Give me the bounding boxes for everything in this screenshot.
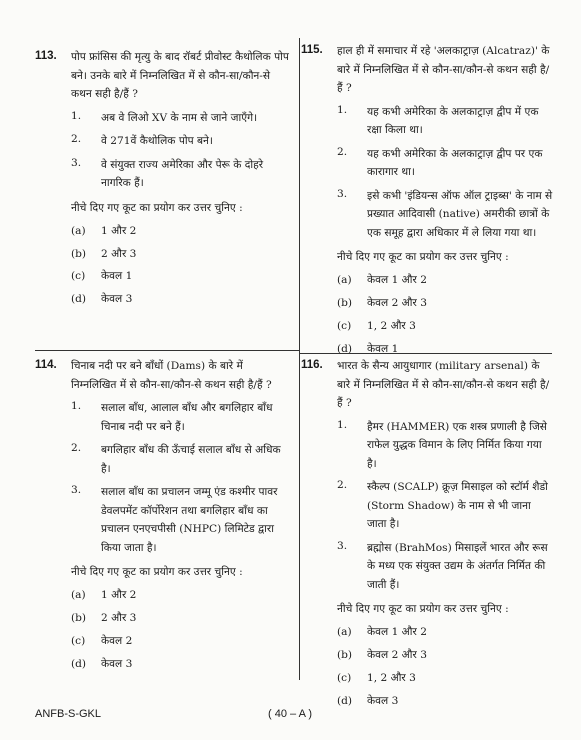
option-text: केवल 1 और 2 xyxy=(367,274,427,287)
question-header xyxy=(35,48,291,104)
statement-number: 1. xyxy=(71,400,82,413)
answer-instruction: नीचे दिए गए कूट का प्रयोग कर उत्तर चुनिए : xyxy=(71,566,243,579)
statement-text: सलाल बाँध, आलाल बाँध और बगलिहार बाँध चिनाब नदी पर बने हैं। xyxy=(101,402,273,433)
statement-text: ब्रह्मोस (BrahMos) मिसाइलें भारत और रूस के मध्य एक संयुक्त उद्यम के अंतर्गत निर्मित की जाती हैं। xyxy=(367,541,548,591)
statement-number: 1. xyxy=(71,109,82,122)
page-number: ( 40 – A ) xyxy=(268,708,313,720)
option-key: (d) xyxy=(71,657,87,670)
statement-item xyxy=(301,478,553,534)
answer-option xyxy=(301,648,553,664)
option-key: (d) xyxy=(71,293,87,306)
option-key: (c) xyxy=(337,672,352,685)
statement-item xyxy=(301,187,553,243)
statement-item xyxy=(301,539,553,595)
question-text: चिनाब नदी पर बने बाँधों (Dams) के बारे में निम्नलिखित में से कौन-सा/कौन-से कथन सही है/हैं ? xyxy=(71,360,272,391)
answer-option xyxy=(35,224,291,240)
question-113 xyxy=(35,48,291,308)
option-text: 2 और 3 xyxy=(101,247,137,260)
question-number: 116. xyxy=(301,359,323,371)
answer-option xyxy=(35,657,291,673)
option-text: 1, 2 और 3 xyxy=(367,319,416,332)
option-key: (d) xyxy=(337,342,353,355)
answer-option xyxy=(301,342,553,358)
option-key: (a) xyxy=(337,626,352,639)
answer-option xyxy=(301,671,553,687)
option-key: (a) xyxy=(71,589,86,602)
question-header xyxy=(35,357,291,394)
statement-text: अब वे लिओ XV के नाम से जाने जाएँगे। xyxy=(101,111,258,124)
answer-instruction: नीचे दिए गए कूट का प्रयोग कर उत्तर चुनिए : xyxy=(337,251,509,264)
statement-item xyxy=(35,109,291,128)
column-divider xyxy=(299,38,300,680)
statement-text: स्कैल्प (SCALP) क्रूज़ मिसाइल को स्टॉर्म शैडो (Storm Shadow) के नाम से भी जाना जाता है। xyxy=(367,481,548,531)
statement-text: हैमर (HAMMER) एक शस्त्र प्रणाली है जिसे राफेल युद्धक विमान के लिए निर्मित किया गया है। xyxy=(367,420,547,470)
statement-text: सलाल बाँध का प्रचालन जम्मू एंड कश्मीर पावर डेवलपमेंट कॉर्पोरेशन तथा बगलिहार बाँध का प्रचालन एनएचपीसी (NHPC) लिमिटेड द्वारा किया जाता है। xyxy=(101,486,278,554)
option-key: (a) xyxy=(337,274,352,287)
question-number: 114. xyxy=(35,359,57,371)
option-key: (c) xyxy=(71,634,86,647)
statement-item xyxy=(301,145,553,182)
question-114 xyxy=(35,357,291,673)
question-header xyxy=(301,42,553,98)
option-key: (d) xyxy=(337,694,353,707)
question-number: 115. xyxy=(301,44,323,56)
answer-option xyxy=(35,588,291,604)
option-text: केवल 3 xyxy=(367,694,399,707)
statement-number: 2. xyxy=(337,145,348,158)
option-key: (b) xyxy=(337,649,353,662)
answer-option xyxy=(301,694,553,710)
statement-number: 2. xyxy=(337,479,348,492)
statement-text: यह कभी अमेरिका के अलकाट्राज़ द्वीप पर एक कारागार था। xyxy=(367,147,543,179)
option-text: केवल 2 xyxy=(101,634,133,647)
answer-option xyxy=(35,292,291,308)
option-text: केवल 1 xyxy=(367,342,399,355)
option-text: 2 और 3 xyxy=(101,612,137,625)
statement-number: 2. xyxy=(71,133,82,146)
option-text: केवल 1 और 2 xyxy=(367,626,427,639)
answer-option xyxy=(35,269,291,285)
question-text: भारत के सैन्य आयुधागार (military arsenal) के बारे में निम्नलिखित में से कौन-सा/कौन-से कथन सही है/हैं ? xyxy=(337,360,550,410)
option-text: 1, 2 और 3 xyxy=(367,672,416,685)
answer-option xyxy=(301,296,553,312)
statement-text: इसे कभी 'इंडियन्स ऑफ ऑल ट्राइब्स' के नाम से प्रख्यात आदिवासी (native) अमरीकी छात्रों के एक समूह द्वारा अधिकार में ले लिया गया था। xyxy=(367,189,553,239)
option-text: 1 और 2 xyxy=(101,224,137,237)
option-key: (b) xyxy=(71,612,87,625)
option-key: (a) xyxy=(71,224,86,237)
option-key: (c) xyxy=(337,319,352,332)
question-number: 113. xyxy=(35,50,57,62)
answer-option xyxy=(35,611,291,627)
answer-option xyxy=(301,273,553,289)
statement-item xyxy=(35,441,291,478)
option-key: (b) xyxy=(71,247,87,260)
question-text: पोप फ्रांसिस की मृत्यु के बाद रॉबर्ट प्रीवोस्ट कैथोलिक पोप बने। उनके बारे में निम्नलिखित में से कौन-सा/कौन-से कथन सही है/हैं ? xyxy=(71,51,289,101)
option-text: केवल 2 और 3 xyxy=(367,649,427,662)
answer-option xyxy=(301,625,553,641)
statement-number: 3. xyxy=(337,539,348,552)
statement-number: 2. xyxy=(71,442,82,455)
statement-item xyxy=(301,418,553,474)
option-key: (b) xyxy=(337,297,353,310)
statement-item xyxy=(35,399,291,436)
statement-item xyxy=(35,156,291,193)
question-115 xyxy=(301,42,553,358)
statement-text: वे 271वें कैथोलिक पोप बने। xyxy=(101,135,213,148)
answer-option xyxy=(35,247,291,263)
option-text: केवल 3 xyxy=(101,293,133,306)
answer-instruction: नीचे दिए गए कूट का प्रयोग कर उत्तर चुनिए : xyxy=(337,603,509,616)
section-divider-left xyxy=(35,350,299,351)
paper-code: ANFB-S-GKL xyxy=(35,708,102,720)
statement-number: 3. xyxy=(337,187,348,200)
statement-number: 1. xyxy=(337,103,348,116)
statement-item xyxy=(301,103,553,140)
question-header xyxy=(301,357,553,413)
option-text: 1 और 2 xyxy=(101,589,137,602)
answer-option xyxy=(35,634,291,650)
statement-number: 3. xyxy=(71,156,82,169)
statement-number: 1. xyxy=(337,418,348,431)
option-text: केवल 3 xyxy=(101,657,133,670)
statement-text: यह कभी अमेरिका के अलकाट्राज़ द्वीप में एक रक्षा किला था। xyxy=(367,105,539,137)
answer-instruction: नीचे दिए गए कूट का प्रयोग कर उत्तर चुनिए : xyxy=(71,201,243,214)
question-116 xyxy=(301,357,553,710)
answer-option xyxy=(301,319,553,335)
statement-text: वे संयुक्त राज्य अमेरिका और पेरू के दोहरे नागरिक हैं। xyxy=(101,158,264,190)
option-key: (c) xyxy=(71,270,86,283)
option-text: केवल 2 और 3 xyxy=(367,297,427,310)
question-text: हाल ही में समाचार में रहे 'अलकाट्राज़ (Alcatraz)' के बारे में निम्नलिखित में से कौन-सा/कौन-से कथन सही है/हैं ? xyxy=(337,45,550,95)
option-text: केवल 1 xyxy=(101,270,133,283)
statement-item xyxy=(35,132,291,151)
statement-item xyxy=(35,483,291,557)
statement-text: बगलिहार बाँध की ऊँचाई सलाल बाँध से अधिक है। xyxy=(101,444,281,475)
statement-number: 3. xyxy=(71,484,82,497)
